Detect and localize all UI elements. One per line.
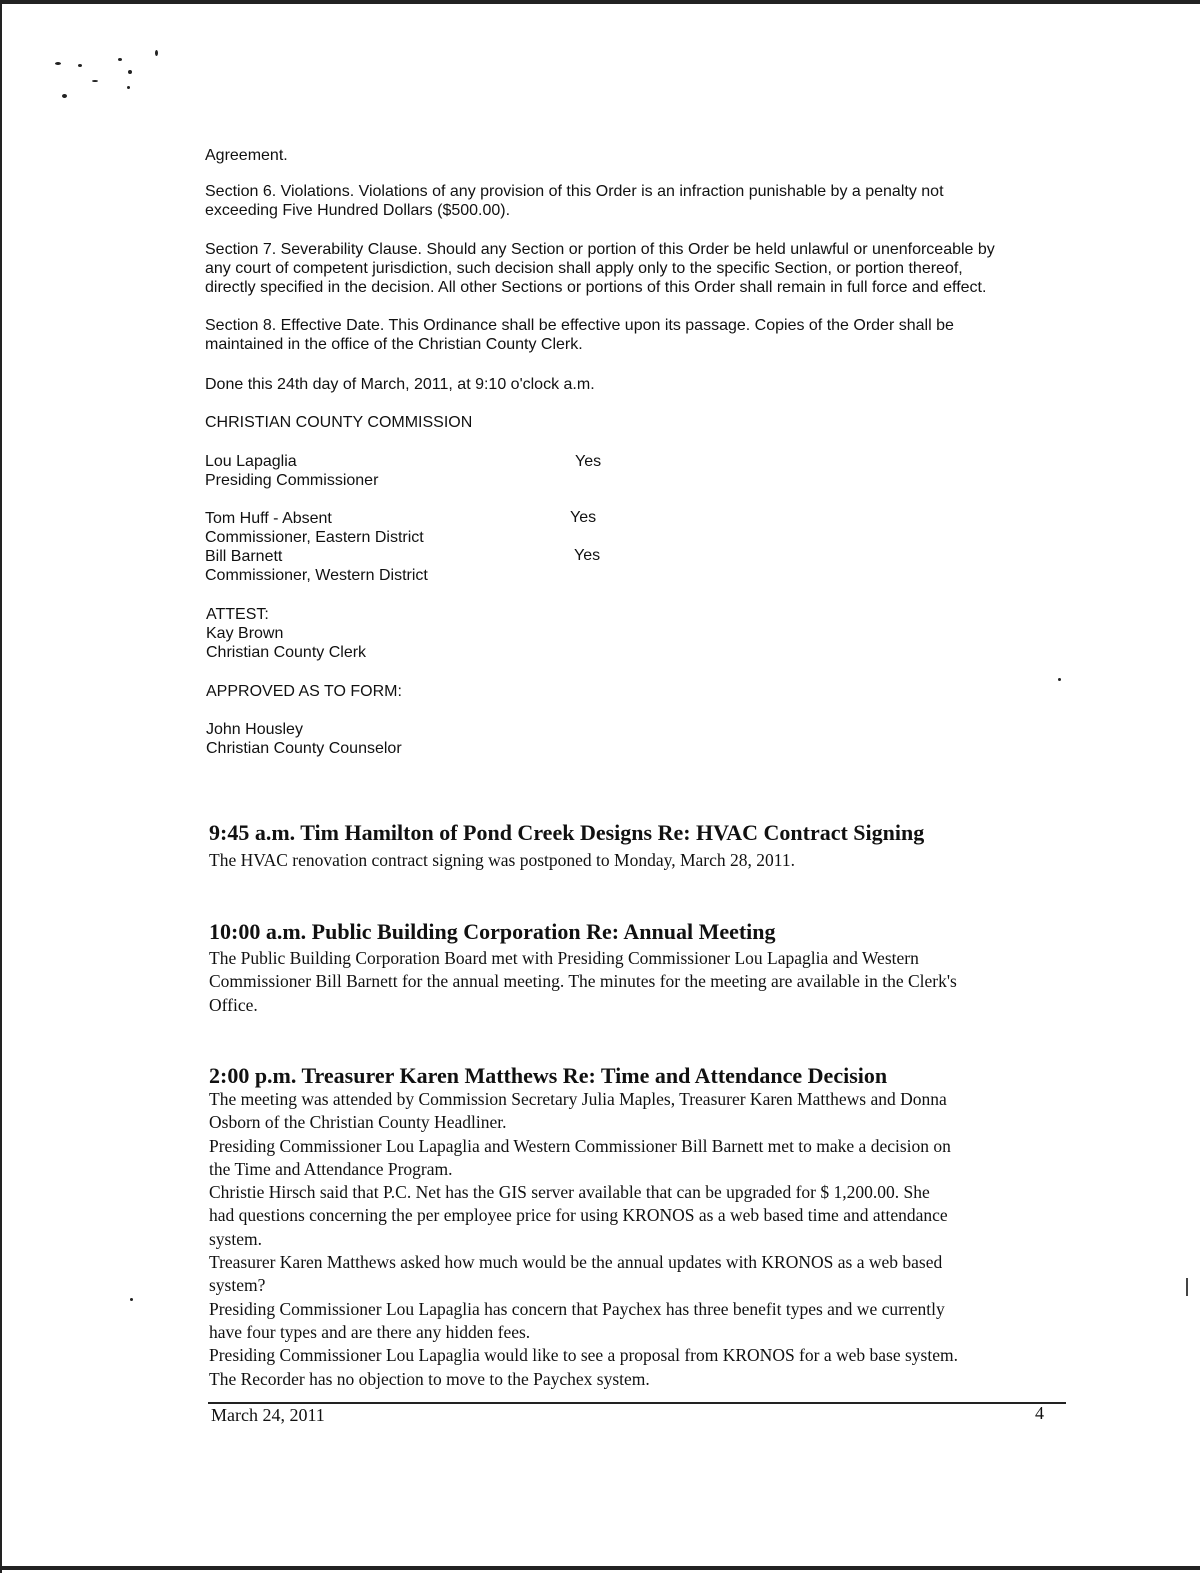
commission-heading [205,413,1045,432]
signature-title: Presiding Commissioner [205,472,379,489]
section-7-line: any court of competent jurisdiction, such decision shall apply only to the specific Section, or portion thereof, [205,260,963,277]
agenda-line: Christie Hirsch said that P.C. Net has the GIS server available that can be upgraded for $ 1,200.00. She [209,1182,930,1203]
agenda-line: Presiding Commissioner Lou Lapaglia would like to see a proposal from KRONOS for a web base system. [209,1345,958,1366]
scan-speck [155,50,158,56]
agenda-heading: 9:45 a.m. Tim Hamilton of Pond Creek Designs Re: HVAC Contract Signing [209,820,925,845]
scan-speck [1058,678,1061,681]
signature-title: Commissioner, Western District [205,567,428,584]
agenda-line: have four types and are there any hidden fees. [209,1321,531,1342]
attest-title: Christian County Clerk [206,644,367,661]
section-8-line: Section 8. Effective Date. This Ordinance shall be effective upon its passage. Copies of the Order shall be [205,317,954,334]
page-number: 4 [1035,1403,1044,1423]
agenda-line: Treasurer Karen Matthews asked how much would be the annual updates with KRONOS as a web based [209,1252,943,1273]
approved-title: Christian County Counselor [206,740,402,757]
section-7 [205,240,1045,297]
attest-block [206,605,1046,662]
attest-label: ATTEST: [206,606,269,623]
scan-speck [130,1298,133,1301]
scan-left-border [0,0,2,1573]
footer-date: March 24, 2011 [211,1405,325,1425]
agenda-body [209,1088,1079,1391]
commission-line: CHRISTIAN COUNTY COMMISSION [205,414,473,431]
scan-speck [118,58,122,61]
agenda-heading: 10:00 a.m. Public Building Corporation Re: Annual Meeting [209,919,776,944]
done-line: Done this 24th day of March, 2011, at 9:10 o'clock a.m. [205,376,595,393]
approved-label: APPROVED AS TO FORM: [206,683,402,700]
done-statement [205,375,1045,394]
agenda-line: system? [209,1275,266,1296]
scan-bottom-border [0,1566,1200,1570]
agenda-body [209,849,1079,872]
scan-speck [78,64,82,67]
agenda-line: Presiding Commissioner Lou Lapaglia has concern that Paychex has three benefit types and we currently [209,1298,945,1319]
agenda-line: The HVAC renovation contract signing was postponed to Monday, March 28, 2011. [209,850,795,870]
scan-speck [128,70,132,74]
agenda-body [209,947,1079,1017]
scan-speck [55,62,61,65]
section-6-line: exceeding Five Hundred Dollars ($500.00). [205,202,511,219]
section-8 [205,316,1045,354]
agenda-line: Commissioner Bill Barnett for the annual meeting. The minutes for the meeting are available in the Clerk's [209,971,957,992]
approved-name: John Housley [206,721,303,738]
agenda-heading: 2:00 p.m. Treasurer Karen Matthews Re: Time and Attendance Decision [209,1063,888,1088]
agreement-text [205,146,1045,165]
agreement-line: Agreement. [205,147,288,164]
agenda-line: The meeting was attended by Commission Secretary Julia Maples, Treasurer Karen Matthews and Donna [209,1089,947,1109]
signature-title: Commissioner, Eastern District [205,529,424,546]
agenda-line: Presiding Commissioner Lou Lapaglia and Western Commissioner Bill Barnett met to make a decision on [209,1135,951,1156]
signature-block [205,509,1045,585]
agenda-line: The Recorder has no objection to move to the Paychex system. [209,1368,650,1389]
agenda-line: Office. [209,994,258,1015]
signature-vote: Yes [570,509,597,526]
signature-vote: Yes [574,547,601,564]
scan-speck [127,86,130,89]
scan-top-border [0,0,1200,4]
signature-vote: Yes [575,453,602,470]
agenda-line: Osborn of the Christian County Headliner. [209,1112,507,1133]
signature-name: Bill Barnett [205,548,283,565]
approved-label-block [206,682,1046,701]
scan-side-mark [1186,1278,1188,1296]
section-6 [205,182,1045,220]
scan-speck [92,80,98,82]
scan-speck [62,94,67,98]
section-7-line: directly specified in the decision. All other Sections or portions of this Order shall remain in full force and effect. [205,279,987,296]
signature-name: Tom Huff - Absent [205,510,332,527]
section-6-line: Section 6. Violations. Violations of any provision of this Order is an infraction punishable by a penalty not [205,183,944,200]
attest-name: Kay Brown [206,625,284,642]
approved-block [206,720,1046,758]
agenda-line: the Time and Attendance Program. [209,1158,453,1179]
section-8-line: maintained in the office of the Christian County Clerk. [205,336,583,353]
signature-block [205,452,1045,490]
footer-divider [208,1402,1066,1404]
agenda-line: The Public Building Corporation Board met with Presiding Commissioner Lou Lapaglia and Western [209,948,919,968]
agenda-line: had questions concerning the per employee price for using KRONOS as a web based time and attendance [209,1205,948,1226]
signature-name: Lou Lapaglia [205,453,297,470]
section-7-line: Section 7. Severability Clause. Should any Section or portion of this Order be held unlawful or unenforceable by [205,241,995,258]
agenda-line: system. [209,1228,262,1249]
